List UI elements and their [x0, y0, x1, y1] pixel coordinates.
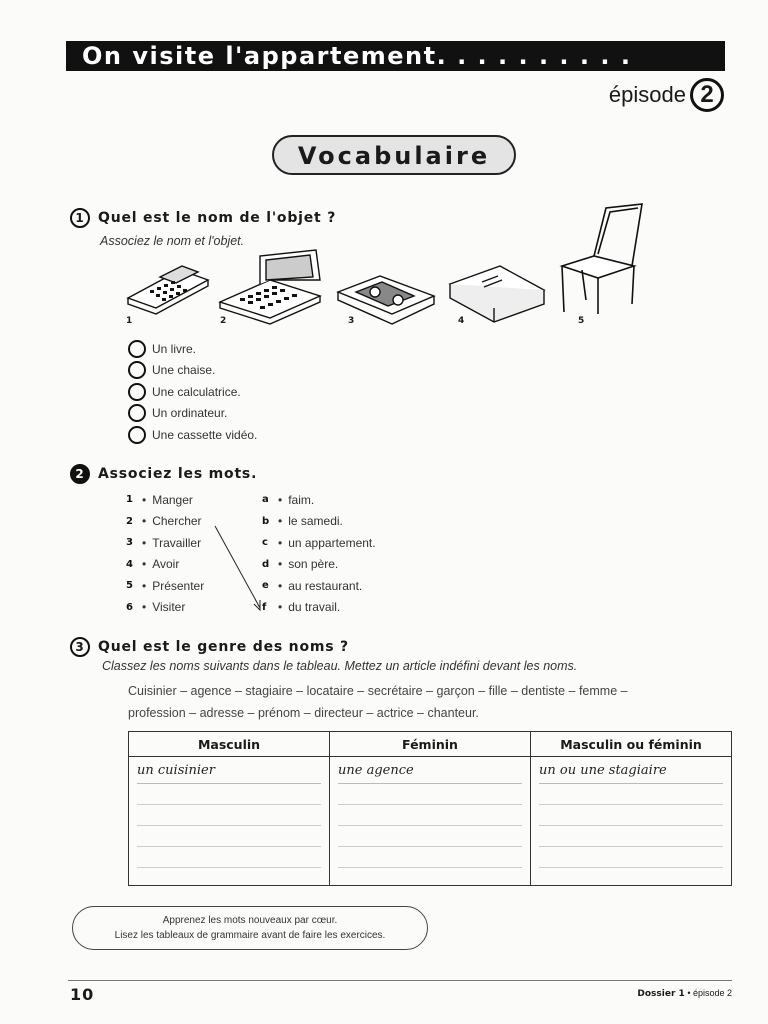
choice-label: Une cassette vidéo.: [152, 427, 258, 442]
question-3-text: Quel est le genre des noms ?: [98, 639, 349, 655]
title-dots: . . . . . . . . . .: [436, 42, 632, 70]
match-word: un appartement.: [288, 535, 376, 550]
question-3-instruction: Classez les noms suivants dans le tableau. Mettez un article indéfini devant les noms.: [102, 659, 578, 673]
question-2-number: 2: [70, 464, 90, 484]
match-word: Présenter: [152, 578, 205, 593]
writing-line[interactable]: [137, 847, 321, 868]
question-1-choices: [128, 338, 257, 446]
match-left-item[interactable]: 5 • Présenter: [126, 578, 205, 593]
episode-text: épisode: [608, 82, 686, 107]
question-3-heading: [70, 637, 349, 657]
match-left-item[interactable]: 4 • Avoir: [126, 557, 180, 572]
choice-label: Un livre.: [152, 341, 197, 356]
writing-line[interactable]: [338, 826, 522, 847]
choice-item[interactable]: [128, 338, 257, 360]
match-key: 6: [126, 601, 133, 613]
choice-item[interactable]: [128, 403, 257, 425]
episode-number: 2: [690, 78, 724, 112]
tip-line-2: Lisez les tableaux de grammaire avant de faire les exercices.: [114, 930, 386, 941]
example-answer: un cuisinier: [137, 763, 321, 784]
match-left-column: [126, 489, 204, 618]
match-key: 1: [126, 494, 133, 506]
word-list: [128, 680, 628, 724]
example-answer: une agence: [338, 763, 522, 784]
writing-line[interactable]: [338, 847, 522, 868]
question-2-text: Associez les mots.: [98, 466, 258, 482]
writing-line[interactable]: [338, 805, 522, 826]
match-key: a: [262, 494, 269, 506]
answer-circle[interactable]: [128, 426, 146, 444]
match-word: du travail.: [288, 600, 341, 615]
match-word: son père.: [288, 557, 339, 572]
match-word: Avoir: [152, 557, 180, 572]
match-key: b: [262, 515, 270, 527]
match-word: au restaurant.: [288, 578, 363, 593]
answer-circle[interactable]: [128, 383, 146, 401]
match-word: Manger: [152, 492, 193, 507]
match-right-item[interactable]: b • le samedi.: [262, 514, 343, 529]
match-right-item[interactable]: f • du travail.: [262, 600, 341, 615]
laptop-icon: [220, 250, 320, 324]
chair-icon: [562, 204, 642, 314]
match-word: faim.: [288, 492, 315, 507]
objects-illustration: [120, 200, 650, 330]
match-left-item[interactable]: 6 • Visiter: [126, 600, 186, 615]
masculin-ou-feminin-column[interactable]: [531, 757, 732, 886]
tip-line-1: Apprenez les mots nouveaux par cœur.: [162, 915, 338, 926]
match-key: 2: [126, 515, 133, 527]
match-word: Visiter: [152, 600, 186, 615]
example-answer: un ou une stagiaire: [539, 763, 723, 784]
footer-divider: [68, 980, 732, 981]
answer-circle[interactable]: [128, 340, 146, 358]
header-masculin: Masculin: [129, 732, 330, 757]
match-word: Chercher: [152, 514, 202, 529]
object-number-3: 3: [348, 316, 355, 326]
header-feminin: Féminin: [330, 732, 531, 757]
match-right-item[interactable]: c • un appartement.: [262, 535, 376, 550]
writing-line[interactable]: [539, 847, 723, 868]
choice-label: Une chaise.: [152, 363, 216, 378]
match-right-column: [262, 489, 376, 618]
choice-item[interactable]: [128, 360, 257, 382]
match-key: 5: [126, 580, 133, 592]
choice-label: Un ordinateur.: [152, 406, 228, 421]
match-left-item[interactable]: 2 • Chercher: [126, 514, 202, 529]
footer-dossier: Dossier 1: [637, 989, 685, 999]
match-key: c: [262, 537, 268, 549]
match-right-item[interactable]: e • au restaurant.: [262, 578, 363, 593]
book-icon: [450, 266, 544, 322]
page-title: On visite l'appartement. . . . . . . . . .: [66, 41, 725, 71]
header-masculin-ou-feminin: Masculin ou féminin: [531, 732, 732, 757]
question-1-number: 1: [70, 208, 90, 228]
writing-line[interactable]: [539, 805, 723, 826]
masculin-column[interactable]: [129, 757, 330, 886]
footer-reference: [637, 988, 732, 999]
writing-line[interactable]: [137, 784, 321, 805]
match-key: d: [262, 558, 270, 570]
match-right-item[interactable]: a • faim.: [262, 492, 315, 507]
word-list-line-2: profession – adresse – prénom – directeur – actrice – chanteur.: [128, 706, 479, 720]
word-list-line-1: Cuisinier – agence – stagiaire – locataire – secrétaire – garçon – fille – dentiste – femme –: [128, 684, 628, 698]
match-left-item[interactable]: 3 • Travailler: [126, 535, 202, 550]
table-header-row: [129, 732, 732, 757]
feminin-column[interactable]: [330, 757, 531, 886]
question-3-number: 3: [70, 637, 90, 657]
match-key: 3: [126, 537, 133, 549]
calculator-icon: [128, 266, 208, 314]
footer-episode: • épisode 2: [687, 988, 732, 998]
page-number: 10: [70, 985, 95, 1004]
match-left-item[interactable]: 1 • Manger: [126, 492, 193, 507]
object-number-5: 5: [578, 316, 585, 326]
writing-line[interactable]: [338, 784, 522, 805]
section-title: Vocabulaire: [272, 135, 516, 175]
choice-item[interactable]: [128, 381, 257, 403]
match-line-example: [210, 520, 270, 615]
object-number-2: 2: [220, 316, 227, 326]
writing-line[interactable]: [539, 784, 723, 805]
object-number-1: 1: [126, 316, 133, 326]
match-key: 4: [126, 558, 133, 570]
writing-line[interactable]: [539, 826, 723, 847]
question-1-instruction: Associez le nom et l'objet.: [100, 234, 245, 248]
choice-item[interactable]: [128, 424, 257, 446]
object-number-4: 4: [458, 316, 465, 326]
question-1-text: Quel est le nom de l'objet ?: [98, 210, 337, 226]
answer-circle[interactable]: [128, 404, 146, 422]
match-word: le samedi.: [288, 514, 343, 529]
match-right-item[interactable]: d • son père.: [262, 557, 339, 572]
choice-label: Une calculatrice.: [152, 384, 241, 399]
study-tip-box: [72, 906, 428, 950]
match-key: e: [262, 580, 269, 592]
match-word: Travailler: [152, 535, 202, 550]
writing-line[interactable]: [137, 805, 321, 826]
match-key: f: [262, 601, 267, 613]
episode-label: [609, 78, 724, 112]
question-2-heading: [70, 464, 257, 484]
table-row: [129, 757, 732, 886]
gender-table: [128, 731, 732, 886]
answer-circle[interactable]: [128, 361, 146, 379]
writing-line[interactable]: [137, 826, 321, 847]
